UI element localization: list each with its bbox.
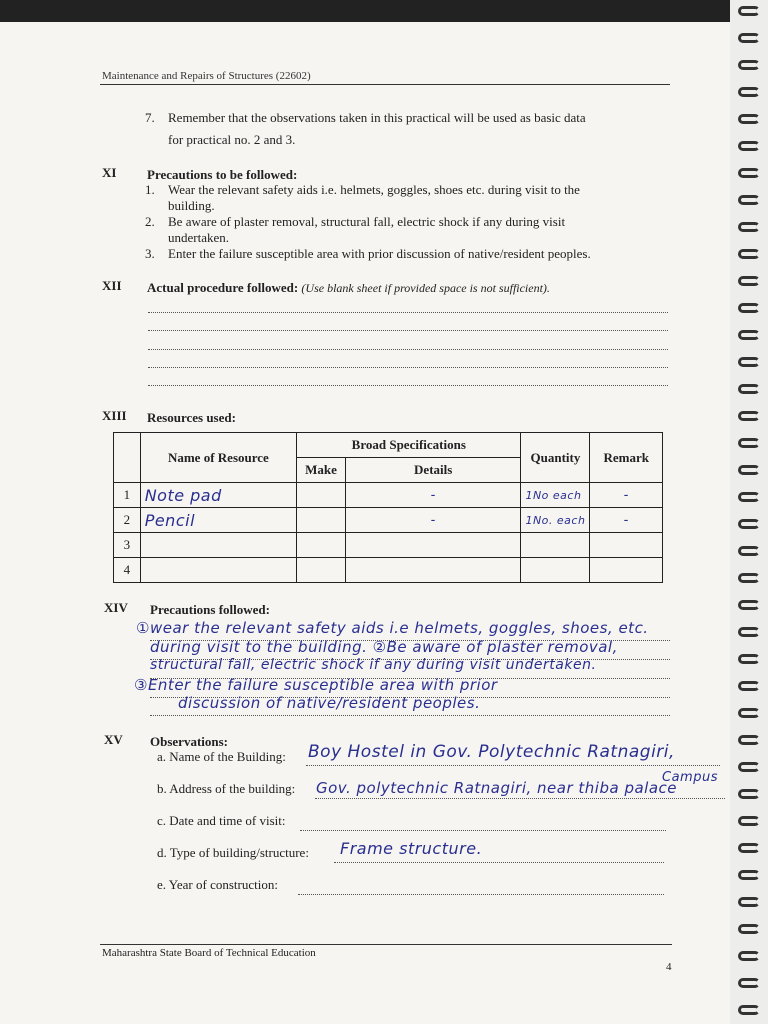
- row-details: -: [345, 483, 521, 508]
- table-header-name: Name of Resource: [140, 433, 296, 483]
- table-row: [114, 533, 663, 558]
- row-remark: -: [590, 508, 663, 533]
- precaution-handwritten-line-5: discussion of native/resident peoples.: [178, 694, 481, 712]
- footer-board: Maharashtra State Board of Technical Education: [102, 947, 316, 959]
- table-header-row: [114, 433, 663, 458]
- sec11-title: Precautions to be followed:: [147, 167, 298, 182]
- row-quantity: [521, 558, 590, 583]
- spiral-ring: [738, 141, 760, 151]
- row-quantity: [521, 533, 590, 558]
- spiral-ring: [738, 6, 760, 16]
- row-make: [297, 483, 346, 508]
- row-quantity: 1No. each: [521, 508, 590, 533]
- sec12-heading: [147, 280, 550, 296]
- row-resource-name: [140, 558, 296, 583]
- row-resource-name: Pencil: [140, 508, 296, 533]
- precaution-handwritten-line-2: during visit to the building. ②Be aware of plaster removal,: [150, 638, 618, 656]
- table-header-sn: [114, 433, 141, 483]
- page-header-title: Maintenance and Repairs of Structures (22602): [102, 70, 311, 82]
- spiral-binding: [730, 0, 768, 1024]
- row-quantity: 1No each: [521, 483, 590, 508]
- row-make: [297, 508, 346, 533]
- spiral-ring: [738, 519, 760, 529]
- sec11-item1-line2: building.: [168, 198, 215, 213]
- spiral-ring: [738, 411, 760, 421]
- observation-b-value: Gov. polytechnic Ratnagiri, near thiba palace: [316, 779, 677, 797]
- spiral-ring: [738, 978, 760, 988]
- spiral-ring: [738, 762, 760, 772]
- table-header-details: Details: [345, 458, 521, 483]
- observation-e-label: e. Year of construction:: [157, 877, 278, 892]
- row-resource-name: Note pad: [140, 483, 296, 508]
- table-header-make: Make: [297, 458, 346, 483]
- procedure-line-2: [148, 330, 668, 331]
- spiral-ring: [738, 168, 760, 178]
- row-make: [297, 558, 346, 583]
- spiral-ring: [738, 87, 760, 97]
- row-details: -: [345, 508, 521, 533]
- spiral-ring: [738, 60, 760, 70]
- row-resource-name: [140, 533, 296, 558]
- observation-b-line: [315, 798, 725, 799]
- spiral-ring: [738, 627, 760, 637]
- precaution-handwritten-line-4: ③Enter the failure susceptible area with prior: [134, 676, 498, 694]
- sec14-roman: XIV: [104, 600, 128, 615]
- spiral-ring: [738, 114, 760, 124]
- sec11-item2-line2: undertaken.: [168, 230, 230, 245]
- sec13-roman: XIII: [102, 408, 127, 423]
- spiral-ring: [738, 816, 760, 826]
- spiral-ring: [738, 789, 760, 799]
- table-header-quantity: Quantity: [521, 433, 590, 483]
- observation-d-line: [334, 862, 664, 863]
- sec11-item2-line1: Be aware of plaster removal, structural fall, electric shock if any during visit: [168, 214, 566, 229]
- footer-page-number: 4: [666, 961, 672, 973]
- spiral-ring: [738, 1005, 760, 1015]
- observation-e-line: [298, 894, 664, 895]
- spiral-ring: [738, 276, 760, 286]
- procedure-line-5: [148, 385, 668, 386]
- observation-c-label: c. Date and time of visit:: [157, 813, 286, 828]
- row-remark: [590, 533, 663, 558]
- sec12-roman: XII: [102, 278, 122, 293]
- spiral-ring: [738, 951, 760, 961]
- sec14-title: Precautions followed:: [150, 602, 270, 617]
- spiral-ring: [738, 222, 760, 232]
- observation-c-line: [300, 830, 666, 831]
- spiral-ring: [738, 708, 760, 718]
- resources-table: [113, 432, 663, 583]
- precaution-handwritten-line-1: ①wear the relevant safety aids i.e helmets, goggles, shoes, etc.: [136, 619, 649, 637]
- row-number: 4: [114, 558, 141, 583]
- spiral-ring: [738, 384, 760, 394]
- observation-d-label: d. Type of building/structure:: [157, 845, 309, 860]
- spiral-ring: [738, 924, 760, 934]
- spiral-ring: [738, 897, 760, 907]
- spiral-ring: [738, 465, 760, 475]
- row-number: 1: [114, 483, 141, 508]
- table-header-broad: Broad Specifications: [297, 433, 521, 458]
- spiral-ring: [738, 303, 760, 313]
- item7-line2: for practical no. 2 and 3.: [168, 132, 296, 147]
- spiral-ring: [738, 735, 760, 745]
- spiral-ring: [738, 357, 760, 367]
- observation-a-line: [306, 765, 720, 766]
- sec12-title: Actual procedure followed:: [147, 280, 299, 295]
- table-row: [114, 508, 663, 533]
- spiral-ring: [738, 870, 760, 880]
- spiral-ring: [738, 546, 760, 556]
- spiral-ring: [738, 492, 760, 502]
- table-header-remark: Remark: [590, 433, 663, 483]
- precaution-line-5: [150, 715, 670, 716]
- item7-number: 7.: [145, 110, 155, 125]
- observation-a-label: a. Name of the Building:: [157, 749, 286, 764]
- procedure-line-3: [148, 349, 668, 350]
- spiral-ring: [738, 681, 760, 691]
- item7-line1: Remember that the observations taken in this practical will be used as basic data: [168, 110, 586, 125]
- procedure-line-4: [148, 367, 668, 368]
- row-remark: [590, 558, 663, 583]
- spiral-ring: [738, 600, 760, 610]
- page-top-shadow: [0, 0, 730, 22]
- spiral-ring: [738, 843, 760, 853]
- sec11-roman: XI: [102, 165, 117, 180]
- header-rule: [100, 84, 670, 85]
- row-make: [297, 533, 346, 558]
- spiral-ring: [738, 573, 760, 583]
- sec11-item2-number: 2.: [145, 214, 155, 229]
- procedure-line-1: [148, 312, 668, 313]
- spiral-ring: [738, 330, 760, 340]
- sec11-item3-number: 3.: [145, 246, 155, 261]
- spiral-ring: [738, 438, 760, 448]
- sec15-title: Observations:: [150, 734, 228, 749]
- sec12-note: (Use blank sheet if provided space is not sufficient).: [301, 281, 550, 295]
- spiral-ring: [738, 249, 760, 259]
- row-details: [345, 558, 521, 583]
- row-number: 2: [114, 508, 141, 533]
- table-row: [114, 558, 663, 583]
- row-details: [345, 533, 521, 558]
- row-remark: -: [590, 483, 663, 508]
- sec11-item1-line1: Wear the relevant safety aids i.e. helmets, goggles, shoes etc. during visit to the: [168, 182, 580, 197]
- sec11-item1-number: 1.: [145, 182, 155, 197]
- observation-d-value: Frame structure.: [340, 839, 483, 858]
- spiral-ring: [738, 33, 760, 43]
- row-number: 3: [114, 533, 141, 558]
- sec11-item3-line1: Enter the failure susceptible area with prior discussion of native/resident peoples.: [168, 246, 591, 261]
- observation-a-extra: Campus: [662, 770, 718, 785]
- sec15-roman: XV: [104, 732, 123, 747]
- table-row: [114, 483, 663, 508]
- observation-a-value: Boy Hostel in Gov. Polytechnic Ratnagiri,: [308, 742, 675, 762]
- precaution-handwritten-line-3: structural fall, electric shock if any during visit undertaken.: [150, 657, 597, 673]
- observation-b-label: b. Address of the building:: [157, 781, 296, 796]
- spiral-ring: [738, 195, 760, 205]
- footer-rule: [100, 944, 672, 945]
- sec13-title: Resources used:: [147, 410, 236, 425]
- spiral-ring: [738, 654, 760, 664]
